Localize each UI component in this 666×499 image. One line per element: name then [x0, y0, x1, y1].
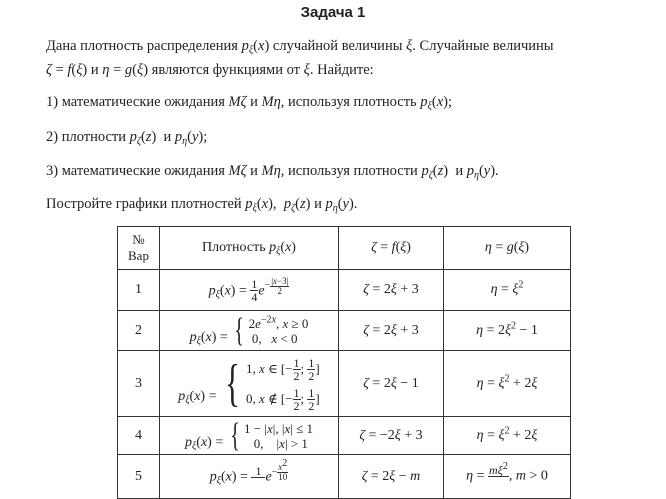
density-cell: $p_\xi(x)$ = { 1, x ∈ [− $\frac{1}{2}$ ; $\frac{1}{2}$ ] 0, x ∉ [− $\frac{1}{2}$ ; $\frac{1}{2}$ ]	[160, 351, 339, 417]
header-f: ζ = f(ξ)	[339, 227, 444, 270]
f-cell: ζ = 2ξ + 3	[339, 311, 444, 351]
row-number: 1	[118, 270, 160, 311]
item-2: 2) плотности $p_\zeta(z)$ и $p_\eta(y)$;	[46, 129, 208, 147]
header-g: η = g(ξ)	[444, 227, 571, 270]
task-title: Задача 1	[300, 4, 366, 21]
row-number: 5	[118, 455, 160, 499]
header-variant: № Вар	[118, 227, 160, 270]
density-cell: $p_\xi(x)$ = { $2e^{-2x}$, x ≥ 0 0, x < 0	[160, 311, 339, 351]
intro-line-1: Дана плотность распределения $p_\xi(x)$ случайной величины ξ. Случайные величины	[46, 38, 554, 56]
g-cell: $\eta = \xi^2 + 2\xi$	[444, 351, 571, 417]
density-cell: $p_\xi(x)$ = $\frac{1}{4}$ $e^{- \frac{|x-3|}{2}}$	[160, 270, 339, 311]
table-header-row	[118, 227, 571, 270]
variants-table	[117, 226, 571, 499]
plot-instruction: Постройте графики плотностей $p_\xi(x)$, $p_\zeta(z)$ и $p_\eta(y)$.	[46, 196, 358, 214]
f-cell: ζ = 2ξ + 3	[339, 270, 444, 311]
row-number: 2	[118, 311, 160, 351]
table-row	[118, 351, 571, 417]
g-cell: η = $m\xi^2$ , m > 0	[444, 455, 571, 499]
header-density: Плотность $p_\xi(x)$	[160, 227, 339, 270]
g-cell: $\eta = 2\xi^2 - 1$	[444, 311, 571, 351]
density-cell: $p_\xi(x)$ = { 1 − |x|, |x| ≤ 1 0, |x| > 1	[160, 417, 339, 455]
table-row	[118, 455, 571, 499]
item-3: 3) математические ожидания Mζ и Mη, используя плотности $p_\zeta(z)$ и $p_\eta(y)$.	[46, 163, 499, 181]
f-cell: ζ = 2ξ − m	[339, 455, 444, 499]
f-cell: ζ = 2ξ − 1	[339, 351, 444, 417]
intro-line-2: ζ = f(ξ) и η = g(ξ) являются функциями от ξ. Найдите:	[46, 62, 374, 78]
g-cell: $\eta = \xi^2 + 2\xi$	[444, 417, 571, 455]
row-number: 3	[118, 351, 160, 417]
f-cell: ζ = −2ξ + 3	[339, 417, 444, 455]
table-row	[118, 311, 571, 351]
item-1: 1) математические ожидания Mζ и Mη, используя плотность $p_\xi(x)$;	[46, 94, 452, 112]
density-cell: $p_\xi(x)$ = 1 $e^{- \frac{x^2}{10}}$	[160, 455, 339, 499]
g-cell: $\eta = \xi^2$	[444, 270, 571, 311]
table-row	[118, 417, 571, 455]
table-row	[118, 270, 571, 311]
row-number: 4	[118, 417, 160, 455]
